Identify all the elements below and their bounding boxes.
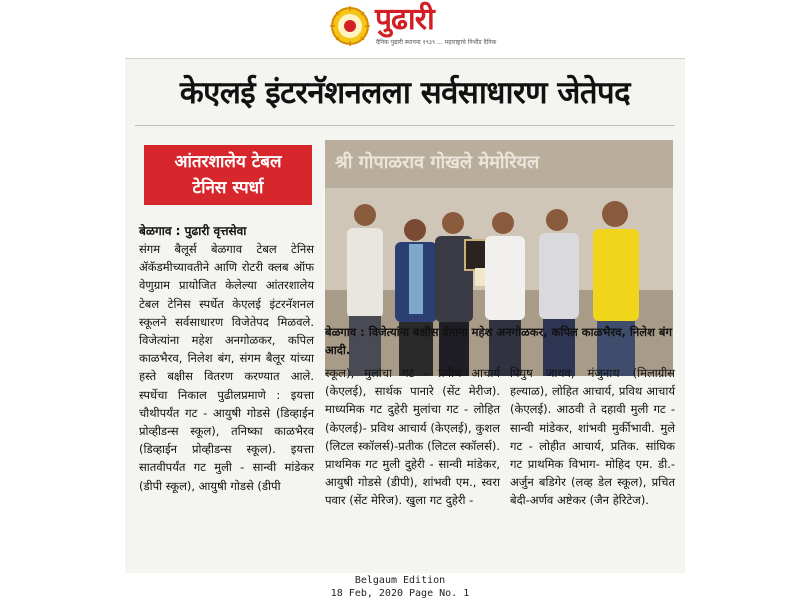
article-column-2: स्कूल), मुलांचा गट - प्रवीथ आचार्य (केएलई), सार्थक पानारे (सेंट मेरीज). माध्यमिक गट दुहेरी मुलांचा गट - लोहित (केएलई)- प्रविथ आचार्य (केएलई), कुशल (लिटल स्कॉलर्स)-प्रतीक (लिटल स्कॉलर्स). प्राथमिक गट मुली दुहेरी - सान्वी मांडेकर, आयुषी गोडसे (डीपी), शांभवी एम., स्वरा पवार (सेंट मेरिज). खुला गट दुहेरी - (325, 366, 500, 508)
edition-label: Belgaum Edition (354, 575, 446, 586)
article-column-3: पियुष जाधव, मंजुनाथ (मिलाग्रीस हल्याळ), लोहित आचार्य, प्रविथ आचार्य (केएलई). आठवी ते दहावी मुली गट - सान्वी मांडेकर, शांभवी मुर्कीभावी. मुले गट - लोहीत आचार्य, प्रतिक. सांघिक गट प्राथमिक विभाग- मोहिद एम. डी.- अर्जुन बडिगेर (लव्ह डेल स्कूल), प्रचित बेदी-अर्णव अष्टेकर (जैन हेरिटेज). (510, 366, 675, 508)
newspaper-logo-text: पुढारी (375, 2, 434, 37)
plaque-icon (465, 240, 487, 270)
article-headline: केएलई इंटरनॅशनलला सर्वसाधारण जेतेपद (179, 75, 631, 111)
section-label-line1: आंतरशालेय टेबल (174, 152, 282, 172)
photo-caption: बेळगाव : विजेत्यांना बक्षीस देताना महेश अनगोळकर, कपिल काळभैरव, निलेश बंग आदी. (325, 325, 672, 357)
headline-divider (135, 125, 675, 126)
date-page-label: 18 Feb, 2020 Page No. 1 (330, 588, 470, 599)
section-label-line2: टेनिस स्पर्धा (192, 178, 264, 198)
section-label-box (144, 145, 312, 205)
article-dateline: बेळगाव : पुढारी वृत्तसेवा (139, 224, 247, 238)
newspaper-tagline: दैनिक पुढारी स्थापना १९३९ ... महाराष्ट्राचे निर्भीड दैनिक (376, 39, 497, 46)
masthead (0, 0, 800, 52)
newspaper-emblem-icon (330, 6, 370, 46)
article-column-1: संगम बैलूर्स बेळगाव टेबल टेनिस ॲकॅडमीच्यावतीने आणि रोटरी क्लब ऑफ वेणुग्राम प्रायोजित केलेल्या आंतरशालेय टेबल टेनिस स्पर्धेत केएलई इंटरनॅशनल स्कूलने सर्वसाधारण विजेतेपद मिळवले. विजेत्यांना महेश अनगोळकर, कपिल काळभैरव, निलेश बंग, संगम बैलूर यांच्या हस्ते बक्षीस वितरण करण्यात आले. स्पर्धेचा निकाल पुढीलप्रमाणे : इयत्ता चौथीपर्यंत गट - आयुषी गोडसे (डिव्हाईन प्रोव्हीडन्स स्कूल), तनिष्का काळभैरव (डिव्हाईन प्रोव्हीडन्स स्कूल). इयत्ता सातवीपर्यंत गट मुली - सान्वी मांडेकर (डीपी स्कूल), आयुषी गोडसे (डीपी (139, 242, 314, 493)
news-clipping (125, 58, 685, 573)
photo-banner-text: श्री गोपाळराव गोखले मेमोरियल (335, 152, 540, 173)
